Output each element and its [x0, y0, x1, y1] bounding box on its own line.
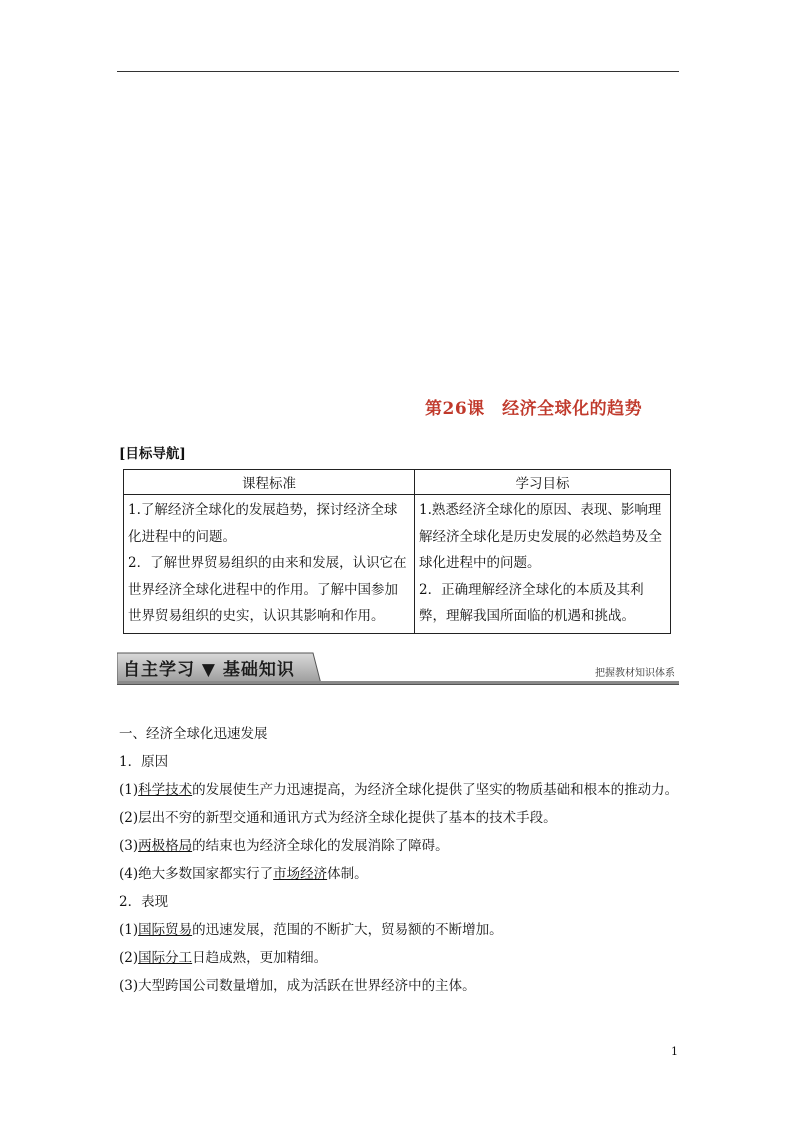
objective-item: 1.熟悉经济全球化的原因、表现、影响理解经济全球化是历史发展的必然趋势及全球化进程中的问题。 — [419, 502, 662, 571]
section-heading: 一、经济全球化迅速发展 — [119, 726, 268, 742]
page-number: 1 — [671, 1045, 678, 1058]
item-text: 的发展使生产力迅速提高，为经济全球化提供了坚实的物质基础和根本的推动力。 — [192, 782, 679, 798]
key-term: 市场经济 — [273, 866, 328, 882]
lesson-title: 第26课 经济全球化的趋势 — [425, 399, 643, 419]
goal-navigation-label: [目标导航] — [119, 446, 186, 462]
item-text: 的迅速发展，范围的不断扩大，贸易额的不断增加。 — [192, 922, 503, 938]
curriculum-standard-cell — [124, 495, 415, 634]
header-curriculum-standard: 课程标准 — [124, 470, 415, 495]
section-banner — [117, 651, 679, 687]
header-rule — [117, 71, 679, 72]
item-prefix: (1) — [119, 782, 139, 798]
goals-table-row — [124, 495, 671, 634]
item-prefix: (2) — [119, 950, 139, 966]
reason-item — [119, 832, 684, 860]
key-term: 国际贸易 — [138, 922, 193, 938]
standard-item: 1.了解经济全球化的发展趋势，探讨经济全球化进程中的问题。 — [128, 502, 398, 545]
key-term: 国际分工 — [138, 950, 193, 966]
banner-title: 自主学习 ▼ 基础知识 — [123, 660, 295, 680]
main-content — [119, 720, 684, 1000]
manifestations-heading: 2．表现 — [119, 894, 169, 910]
manifestation-item — [119, 916, 684, 944]
header-learning-objectives: 学习目标 — [415, 470, 671, 495]
item-prefix: (4)绝大多数国家都实行了 — [119, 866, 274, 882]
objective-item: 2．正确理解经济全球化的本质及其利弊，理解我国所面临的机遇和挑战。 — [419, 581, 644, 624]
manifestation-item: (3)大型跨国公司数量增加，成为活跃在世界经济中的主体。 — [119, 978, 476, 994]
goals-table — [123, 469, 671, 634]
item-prefix: (1) — [119, 922, 139, 938]
banner-subtitle: 把握教材知识体系 — [595, 668, 675, 679]
reason-item: (2)层出不穷的新型交通和通讯方式为经济全球化提供了基本的技术手段。 — [119, 810, 557, 826]
reasons-heading: 1．原因 — [119, 754, 169, 770]
item-prefix: (3) — [119, 838, 139, 854]
key-term: 科学技术 — [138, 782, 193, 798]
item-text: 体制。 — [327, 866, 368, 882]
item-text: 日趋成熟，更加精细。 — [192, 950, 328, 966]
item-text: 的结束也为经济全球化的发展消除了障碍。 — [192, 838, 449, 854]
goals-table-header-row — [124, 470, 671, 495]
reason-item — [119, 860, 684, 888]
key-term: 两极格局 — [138, 838, 193, 854]
manifestation-item — [119, 944, 684, 972]
reason-item — [119, 776, 684, 804]
learning-objectives-cell — [415, 495, 671, 634]
standard-item: 2．了解世界贸易组织的由来和发展，认识它在世界经济全球化进程中的作用。了解中国参加世界贸易组织的史实，认识其影响和作用。 — [128, 555, 407, 624]
